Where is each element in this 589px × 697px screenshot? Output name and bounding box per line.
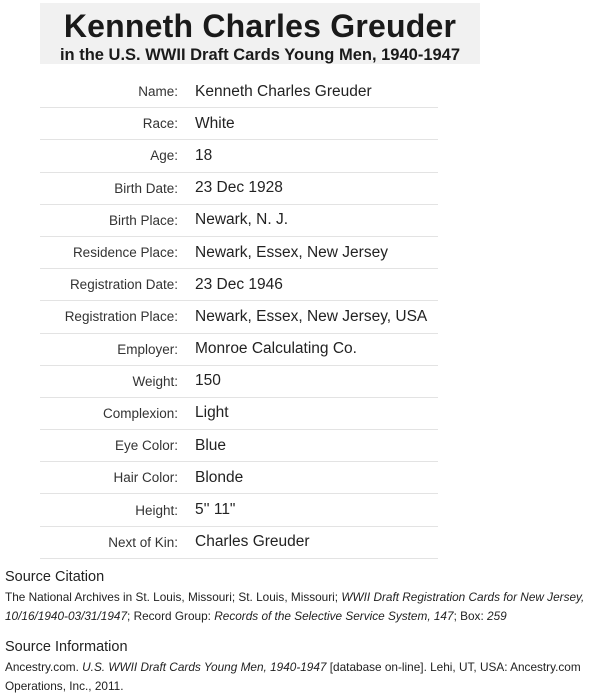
field-row-weight [40,366,438,398]
citation-text: ; Record Group: [127,609,215,623]
page-title: Kenneth Charles Greuder [63,8,457,44]
field-row-age [40,140,438,172]
source-citation-title: Source Citation [5,569,105,585]
field-value: Charles Greuder [195,533,310,551]
field-row-hair-color [40,462,438,494]
field-label: Height: [135,502,178,518]
field-label: Registration Date: [69,277,178,293]
field-row-birth-place [40,205,438,237]
field-row-complexion [40,398,438,430]
source-information-text [5,658,585,696]
field-row-eye-color [40,430,438,462]
field-row-registration-place [40,301,438,333]
source-information-title: Source Information [5,639,128,655]
field-row-race [40,108,438,140]
field-label: Birth Date: [114,180,178,196]
field-value: Monroe Calculating Co. [195,340,357,358]
field-row-birth-date [40,173,438,205]
source-information-section [5,638,585,696]
field-value: Blue [195,436,227,454]
field-row-residence-place [40,237,438,269]
field-value: Kenneth Charles Greuder [195,82,372,100]
citation-box-number: 259 [487,609,507,623]
page-subtitle: in the U.S. WWII Draft Cards Young Men, 1940-1947 [59,46,461,64]
field-value: 5'' 11" [195,501,236,519]
field-label: Complexion: [102,405,178,421]
field-row-name [40,76,438,108]
field-label: Hair Color: [113,470,178,486]
field-value: White [195,114,235,132]
source-info-text: [database on-line]. Lehi, UT, USA: Ancestry.com Operations, Inc., 2011. [5,660,581,693]
citation-collection-title: WWII Draft Registration Cards for New Jersey, 10/16/1940-03/31/1947 [5,590,585,623]
field-value: Newark, N. J. [195,211,289,229]
field-label: Birth Place: [108,212,178,228]
field-value: Newark, Essex, New Jersey [195,243,388,261]
field-label: Employer: [117,341,178,357]
field-row-height [40,494,438,526]
field-label: Next of Kin: [108,534,178,550]
field-value: 150 [195,372,221,390]
field-label: Residence Place: [72,245,178,261]
field-label: Eye Color: [114,438,178,454]
source-citation-section [5,568,585,626]
source-info-database-title: U.S. WWII Draft Cards Young Men, 1940-1947 [82,660,327,674]
field-label: Weight: [132,373,178,389]
field-value: 23 Dec 1928 [195,179,283,197]
field-row-employer [40,334,438,366]
record-fields-table [40,76,438,559]
source-info-text: Ancestry.com. [5,660,83,674]
field-row-registration-date [40,269,438,301]
citation-record-group: Records of the Selective Service System, 147 [214,609,454,623]
field-row-next-of-kin [40,527,438,559]
field-label: Age: [150,148,178,164]
record-header [40,3,480,64]
source-citation-text [5,588,585,626]
field-value: Light [195,404,229,422]
citation-text: ; Box: [453,609,488,623]
field-value: 23 Dec 1946 [195,275,283,293]
field-value: 18 [195,146,213,164]
field-value: Newark, Essex, New Jersey, USA [195,307,428,325]
citation-text: The National Archives in St. Louis, Missouri; St. Louis, Missouri; [5,590,342,604]
field-value: Blonde [195,468,244,486]
field-label: Race: [142,116,178,132]
field-label: Name: [138,84,178,100]
field-label: Registration Place: [64,309,178,325]
